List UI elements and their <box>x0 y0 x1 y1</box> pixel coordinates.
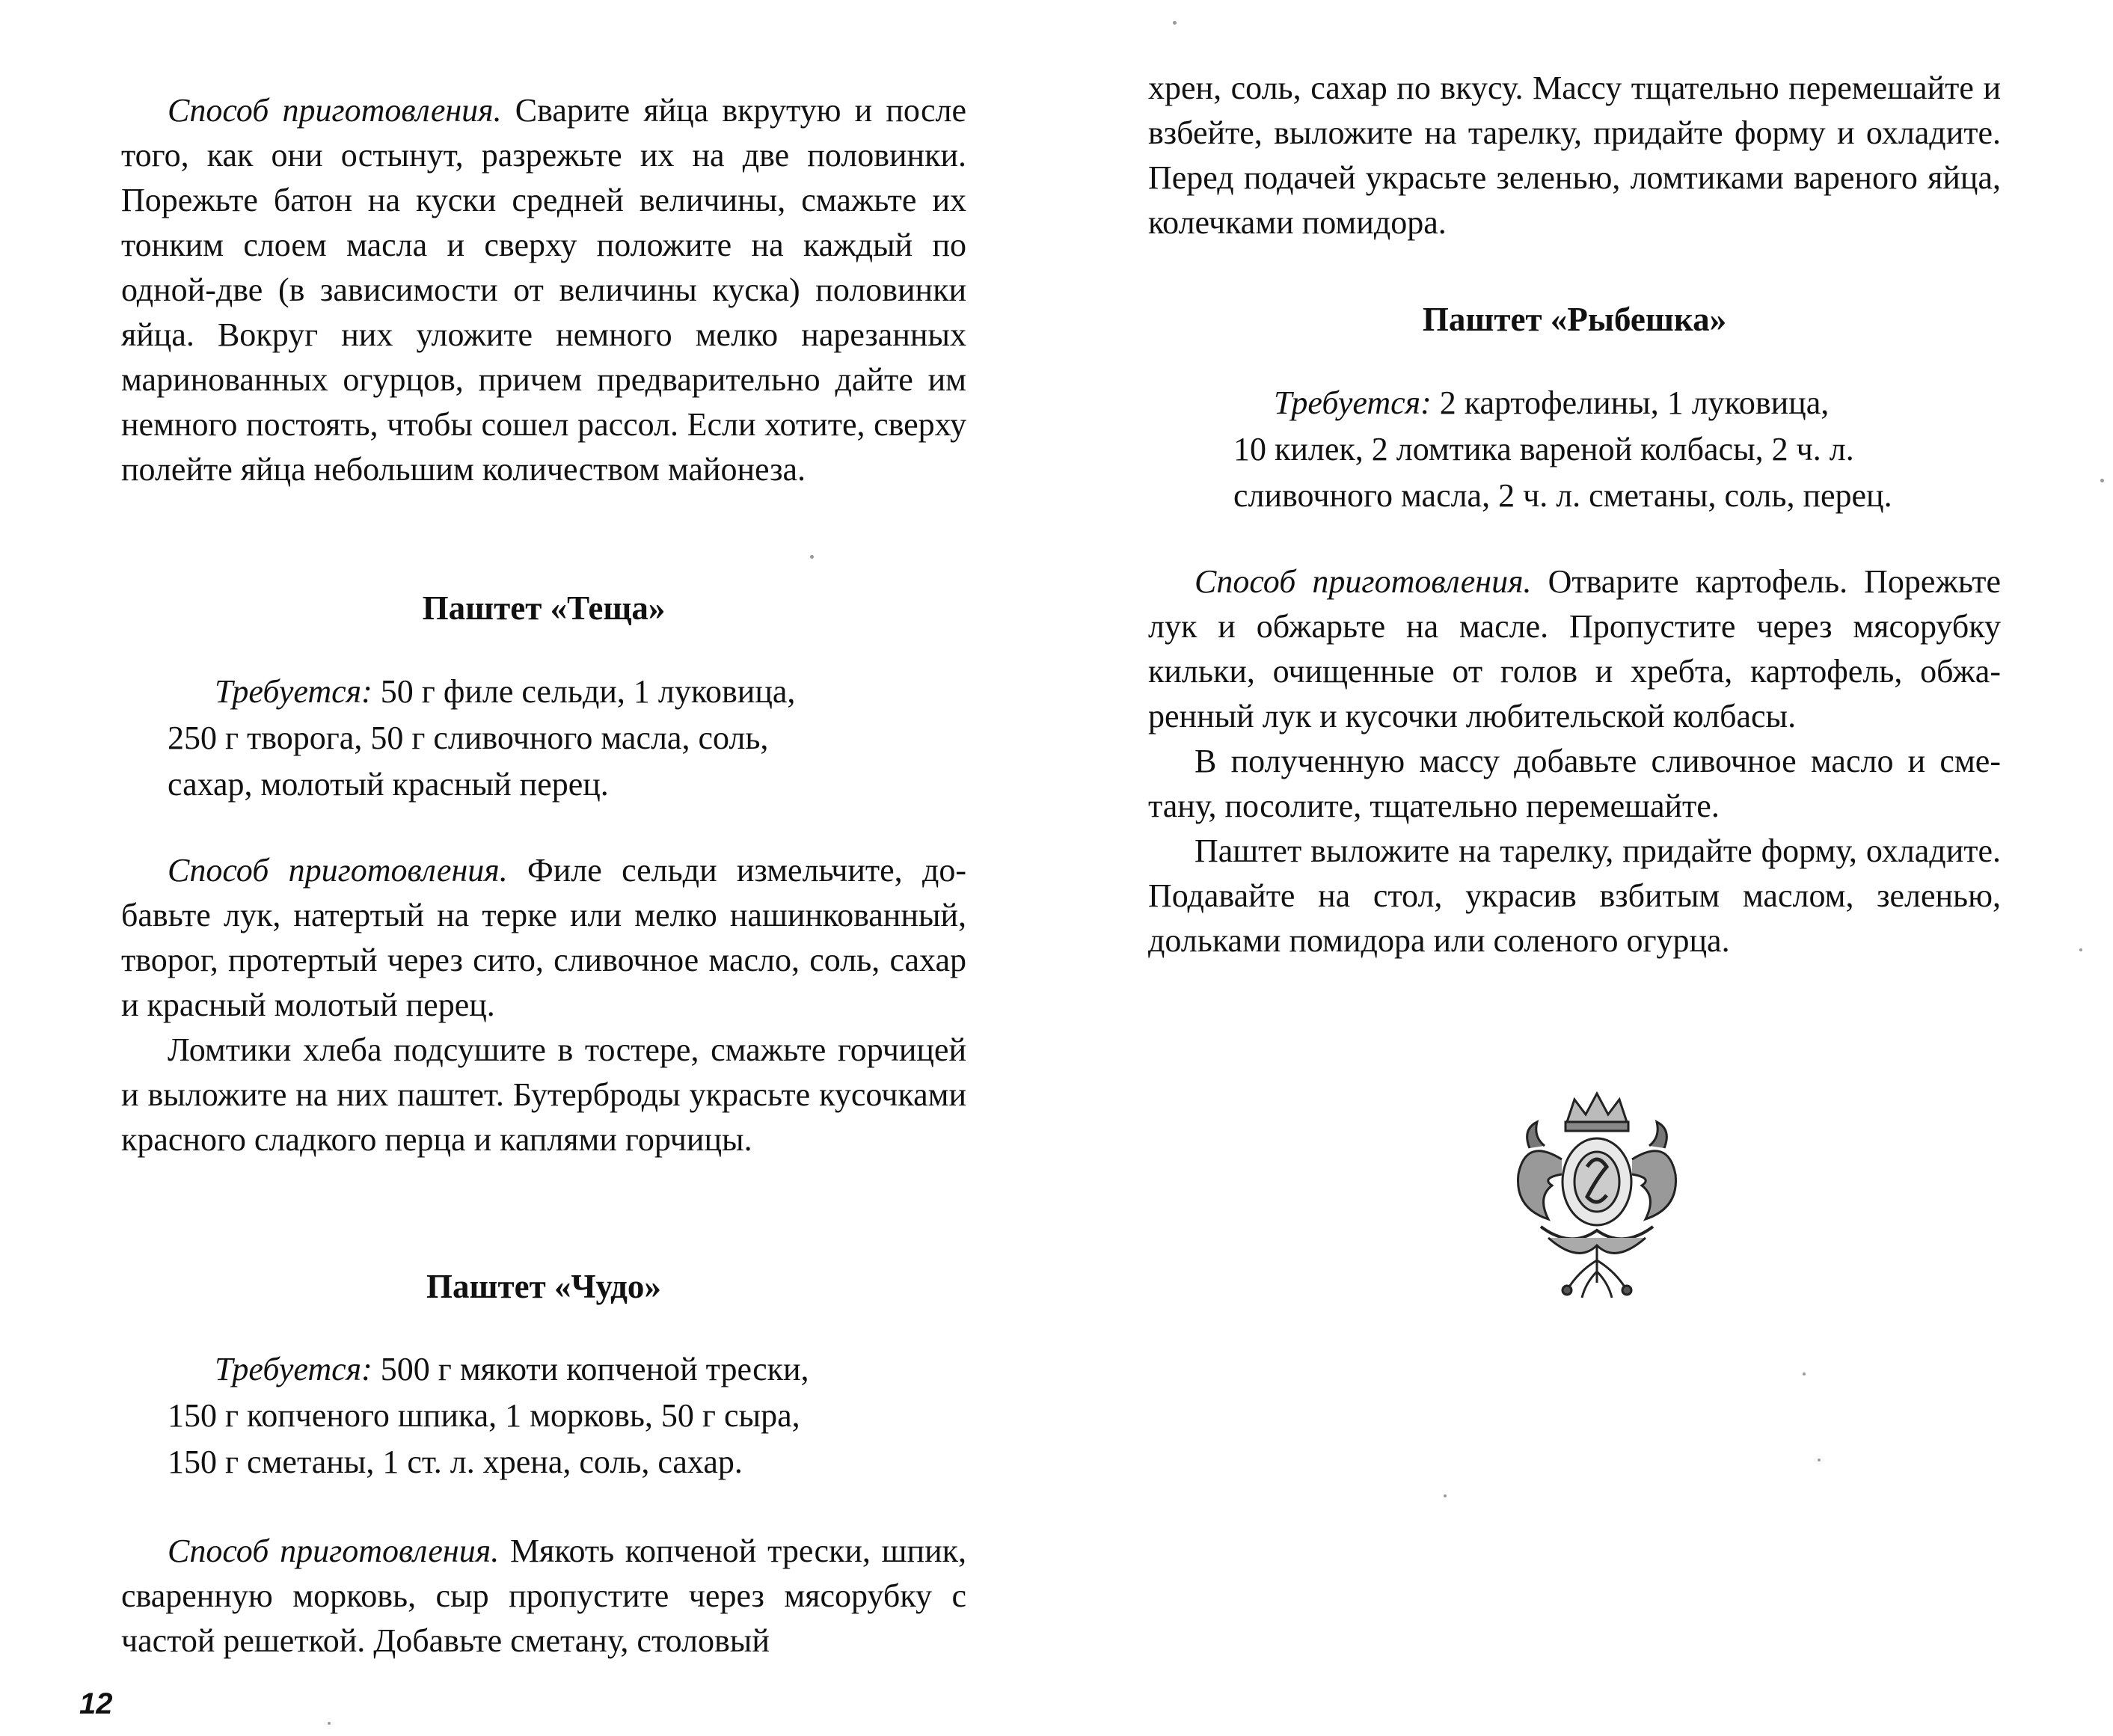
ingredients-text: 2 картофелины, 1 луковица, <box>1431 384 1830 421</box>
scan-speck <box>810 555 814 559</box>
required-label: Требуется: <box>215 673 372 710</box>
continuation-paragraph <box>1148 66 2001 245</box>
right-page <box>1056 0 2113 1736</box>
ingredients-line <box>168 1346 923 1393</box>
paragraph-text: Ломтики хлеба подсушите в тостере, смажьте горчицей и выложите на них паштет. Бутерброды украсьте кусочками красного сладкого перца и каплями горчицы. <box>121 1031 966 1158</box>
ingredients-line: 10 килек, 2 ломтика вареной колбасы, 2 ч. л. <box>1233 431 1854 467</box>
paragraph-tescha-2 <box>121 1028 966 1162</box>
left-page <box>0 0 1056 1736</box>
ingredients-line: 250 г творога, 50 г сливочного масла, соль, <box>168 720 769 756</box>
heraldic-crest-icon <box>1496 1077 1698 1301</box>
page-number: 12 <box>79 1687 113 1720</box>
method-label: Способ приготовления. <box>1194 563 1532 600</box>
method-paragraph-chudo <box>121 1529 966 1663</box>
recipe-title-chudo: Паштет «Чудо» <box>426 1268 661 1305</box>
method-label: Способ приготовления. <box>168 852 508 889</box>
method-text: Сварите яйца вкрутую и после того, как они остынут, разрежьте их на две половинки. Порежьте батон на куски средней величины, смажьте их тонким слоем масла и сверху положите на каждый по одной-две (в зависимости от величины куска) половинки яйца. Вокруг них уложите немного мелко нарезанных маринованных огурцов, причем предварительно дайте им немного постоять, чтобы сошел рассол. Если хотите, сверху полейте яйца небольшим количеством майонеза. <box>121 92 966 488</box>
ingredients-text: 500 г мякоти копченой трески, <box>372 1351 809 1387</box>
paragraph-rybeshka-2 <box>1148 739 2001 829</box>
recipe-title-tescha: Паштет «Теща» <box>422 589 666 627</box>
ingredients-tescha <box>168 669 923 808</box>
recipe-title-rybeshka: Паштет «Рыбешка» <box>1422 301 1727 338</box>
scan-speck <box>1173 21 1177 25</box>
scan-speck <box>1803 1372 1806 1375</box>
ingredients-line: сливочного масла, 2 ч. л. сметаны, соль, перец. <box>1233 477 1892 514</box>
scan-speck <box>2100 479 2104 482</box>
ingredients-line <box>168 669 923 715</box>
method-text: Филе сельди измельчите, добавьте лук, натертый на терке или мелко нашинкованный, творог, протертый через сито, сливочное масло, соль, сахар и красный молотый перец. <box>121 852 966 1023</box>
method-text: Отварите картофель. Порежьте лук и обжарьте на масле. Пропустите через мясорубку кильки, очищенные от голов и хребта, картофель, обжаренный лук и кусочки любительской колбасы. <box>1148 563 2001 734</box>
ingredients-line <box>1233 380 1996 426</box>
ingredients-line: сахар, молотый красный перец. <box>168 766 609 803</box>
ingredients-line: 150 г сметаны, 1 ст. л. хрена, соль, сахар. <box>168 1444 743 1480</box>
ingredients-text: 50 г филе сельди, 1 луковица, <box>372 673 796 710</box>
intro-method-paragraph <box>121 88 966 492</box>
paragraph-text: В полученную массу добавьте сливочное масло и сметану, посолите, тщательно перемешайте. <box>1148 743 2001 824</box>
scan-speck <box>2079 948 2082 951</box>
required-label: Требуется: <box>215 1351 372 1387</box>
paragraph-text: хрен, соль, сахар по вкусу. Массу тщательно перемешайте и взбейте, выложите на тарелку, придайте форму и охладите. Перед подачей украсьте зеленью, ломтиками вареного яйца, колечками помидора. <box>1148 70 2001 241</box>
ingredients-rybeshka <box>1233 380 1996 519</box>
paragraph-text: Паштет выложите на тарелку, придайте форму, охладите. Подавайте на стол, украсив взбитым маслом, зеленью, дольками помидора или соленого огурца. <box>1148 832 2001 959</box>
method-paragraph-tescha <box>121 848 966 1028</box>
ingredients-chudo <box>168 1346 923 1485</box>
scan-speck <box>1818 1459 1821 1462</box>
paragraph-rybeshka-3 <box>1148 829 2001 963</box>
method-label: Способ приготовления. <box>168 92 502 129</box>
method-paragraph-rybeshka <box>1148 559 2001 739</box>
ingredients-line: 150 г копченого шпика, 1 морковь, 50 г сыра, <box>168 1397 800 1434</box>
scan-speck <box>1444 1494 1447 1497</box>
method-text: Мякоть копченой трески, шпик, сваренную морковь, сыр пропустите через мясорубку с частой решеткой. Добавьте сметану, столовый <box>121 1533 966 1659</box>
scan-speck <box>328 1722 331 1725</box>
method-label: Способ приготовления. <box>168 1533 500 1569</box>
required-label: Требуется: <box>1274 384 1432 421</box>
